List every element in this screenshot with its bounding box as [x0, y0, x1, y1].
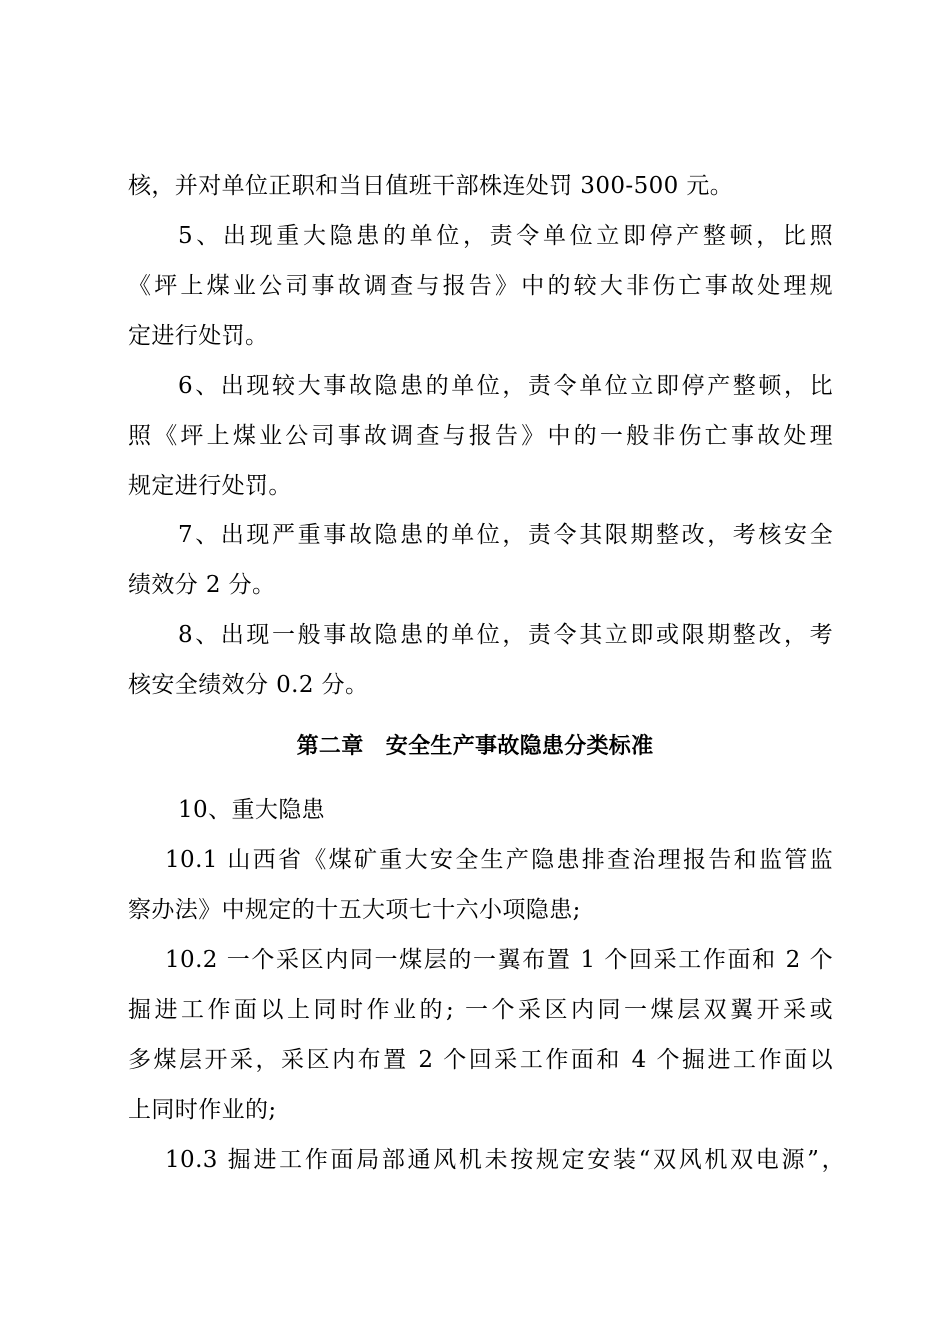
text-line: 10.3 掘进工作面局部通风机未按规定安装“双风机双电源”， — [165, 1147, 845, 1173]
text-line: 定进行处罚。 — [128, 323, 269, 349]
text-line: 《坪上煤业公司事故调查与报告》中的较大非伤亡事故处理规 — [128, 273, 833, 299]
text-line: 察办法》中规定的十五大项七十六小项隐患; — [128, 897, 581, 923]
text-line: 10.1 山西省《煤矿重大安全生产隐患排查治理报告和监管监 — [165, 847, 833, 873]
text-line: 掘进工作面以上同时作业的; 一个采区内同一煤层双翼开采或 — [128, 997, 833, 1023]
text-line: 6、出现较大事故隐患的单位，责令单位立即停产整顿，比 — [178, 373, 833, 399]
text-line: 绩效分 2 分。 — [128, 572, 276, 598]
text-line: 规定进行处罚。 — [128, 473, 292, 499]
chapter-heading: 第二章 安全生产事故隐患分类标准 — [296, 734, 654, 759]
text-line: 核，并对单位正职和当日值班干部株连处罚 300-500 元。 — [128, 173, 734, 199]
text-line: 5、出现重大隐患的单位，责令单位立即停产整顿，比照 — [178, 223, 833, 249]
text-line: 核安全绩效分 0.2 分。 — [128, 672, 369, 698]
text-line: 8、出现一般事故隐患的单位，责令其立即或限期整改，考 — [178, 622, 833, 648]
text-line: 照《坪上煤业公司事故调查与报告》中的一般非伤亡事故处理 — [128, 423, 833, 449]
text-line: 多煤层开采，采区内布置 2 个回采工作面和 4 个掘进工作面以 — [128, 1047, 833, 1073]
text-line: 上同时作业的; — [128, 1097, 277, 1123]
text-line: 7、出现严重事故隐患的单位，责令其限期整改，考核安全 — [178, 522, 833, 548]
section-heading: 10、重大隐患 — [178, 797, 326, 823]
text-line: 10.2 一个采区内同一煤层的一翼布置 1 个回采工作面和 2 个 — [165, 947, 833, 973]
